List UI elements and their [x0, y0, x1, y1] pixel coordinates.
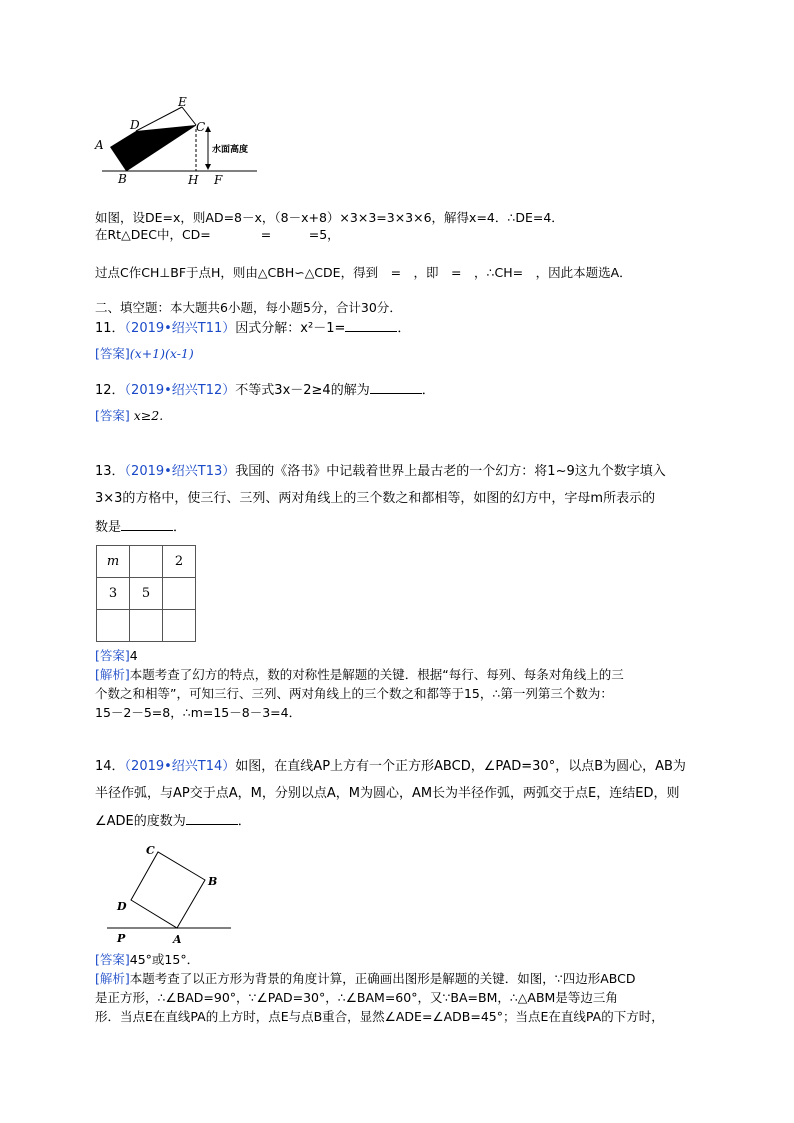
analysis-14-line-1: [解析]本题考查了以正方形为背景的角度计算，正确画出图形是解题的关键．如图，∵四边形ABCD: [95, 971, 636, 986]
magic-cell: [130, 610, 163, 642]
analysis-tag: [解析]: [95, 971, 130, 986]
answer-blank: [186, 812, 238, 825]
magic-cell: [97, 610, 130, 642]
label-h: H: [188, 173, 199, 187]
question-11: 11．（2019•绍兴T11）因式分解：x²－1= ．: [95, 321, 411, 336]
question-source: （2019•绍兴T12）: [124, 383, 236, 398]
question-12: 12．（2019•绍兴T12）不等式3x－2≥4的解为 ．: [95, 383, 435, 398]
question-source: （2019•绍兴T14）: [124, 759, 236, 774]
magic-cell: 2: [163, 546, 196, 578]
question-14-line-1: 14．（2019•绍兴T14）如图，在直线AP上方有一个正方形ABCD，∠PAD=30°，以点B为圆心，AB为: [95, 759, 686, 774]
shaded-region: [110, 125, 196, 171]
question-13-line-3: 数是 ．: [95, 520, 187, 535]
solution-line-2: 在Rt△DEC中，CD= = =5，: [95, 227, 340, 242]
question-source: （2019•绍兴T13）: [124, 464, 236, 479]
analysis-13-line-2: 个数之和相等”，可知三行、三列、两对角线上的三个数之和都等于15，∴第一列第三个数为：: [95, 686, 613, 701]
label-p: P: [117, 932, 126, 945]
analysis-13-line-3: 15－2－5=8，∴m=15－8－3=4．: [95, 705, 302, 720]
answer-tag: [答案]: [95, 346, 130, 361]
question-text: 不等式3x－2≥4的解为: [235, 383, 370, 398]
label-d: D: [117, 900, 127, 913]
label-b: B: [118, 172, 127, 186]
question-number: 12．: [95, 383, 125, 398]
arrow-down-icon: [205, 164, 211, 170]
answer-14: [95, 951, 199, 969]
magic-cell: 3: [97, 578, 130, 610]
answer-value: 4: [129, 648, 138, 663]
answer-blank: [370, 381, 422, 394]
magic-cell: [163, 578, 196, 610]
water-height-label: 水面高度: [212, 145, 249, 155]
answer-value: x≥2.: [133, 408, 164, 423]
question-number: 11．: [95, 321, 125, 336]
answer-11: [95, 345, 194, 363]
answer-13: [95, 647, 138, 665]
analysis-13-line-1: [解析]本题考查了幻方的特点，数的对称性是解题的关键．根据“每行、每列、每条对角线上的三: [95, 667, 624, 682]
analysis-14-line-3: 形．当点E在直线PA的上方时，点E与点B重合，显然∠ADE=∠ADB=45°；当点E在直线PA的下方时，: [95, 1009, 664, 1024]
answer-blank: [121, 518, 173, 531]
question-text: 因式分解：x²－1=: [235, 321, 346, 336]
label-b: B: [208, 875, 218, 888]
question-13-line-1: 13．（2019•绍兴T13）我国的《洛书》中记载着世界上最古老的一个幻方：将1~9这九个数字填入: [95, 464, 666, 479]
answer-value: (x+1)(x-1): [129, 346, 194, 361]
answer-value: 45°或15°．: [129, 952, 200, 967]
square-abcd: [131, 852, 205, 928]
question-13-line-2: 3×3的方格中，使三行、三列、两对角线上的三个数之和都相等，如图的幻方中，字母m所表示的: [95, 491, 656, 506]
analysis-tag: [解析]: [95, 667, 130, 682]
answer-tag: [答案]: [95, 408, 130, 423]
question-14-line-3: ∠ADE的度数为 ．: [95, 814, 251, 829]
answer-tag: [答案]: [95, 952, 130, 967]
solution-line-1: 如图，设DE=x，则AD=8－x，（8－x+8）×3×3=3×3×6，解得x=4．∴DE=4．: [95, 210, 564, 225]
question-14-line-2: 半径作弧，与AP交于点A，M，分别以点A，M为圆心，AM长为半径作弧，两弧交于点E，连结ED，则: [95, 786, 680, 801]
magic-cell: [163, 610, 196, 642]
section-heading: 二、填空题：本大题共6小题，每小题5分，合计30分．: [95, 300, 402, 315]
magic-square: [96, 545, 196, 642]
label-e: E: [178, 95, 187, 109]
label-c: C: [146, 844, 155, 857]
figure-water-tank: [92, 95, 272, 187]
label-f: F: [214, 173, 223, 187]
answer-tag: [答案]: [95, 648, 130, 663]
analysis-14-line-2: 是正方形，∴∠BAD=90°，∵∠PAD=30°，∴∠BAM=60°，又∵BA=BM，∴△ABM是等边三角: [95, 990, 618, 1005]
magic-cell: [130, 546, 163, 578]
label-a: A: [173, 933, 182, 946]
label-a: A: [95, 138, 104, 152]
figure-square: [105, 840, 235, 948]
arrow-up-icon: [205, 126, 211, 132]
magic-cell: m: [97, 546, 130, 578]
answer-blank: [345, 319, 397, 332]
question-number: 13．: [95, 464, 125, 479]
answer-12: [95, 407, 163, 425]
question-source: （2019•绍兴T11）: [124, 321, 236, 336]
edge-ec: [182, 107, 196, 125]
solution-line-3: 过点C作CH⊥BF于点H，则由△CBH∽△CDE，得到 = ，即 = ，∴CH= ，因此本题选A．: [95, 265, 632, 280]
question-number: 14．: [95, 759, 125, 774]
label-d: D: [130, 118, 140, 132]
label-c: C: [196, 120, 206, 134]
magic-cell: 5: [130, 578, 163, 610]
